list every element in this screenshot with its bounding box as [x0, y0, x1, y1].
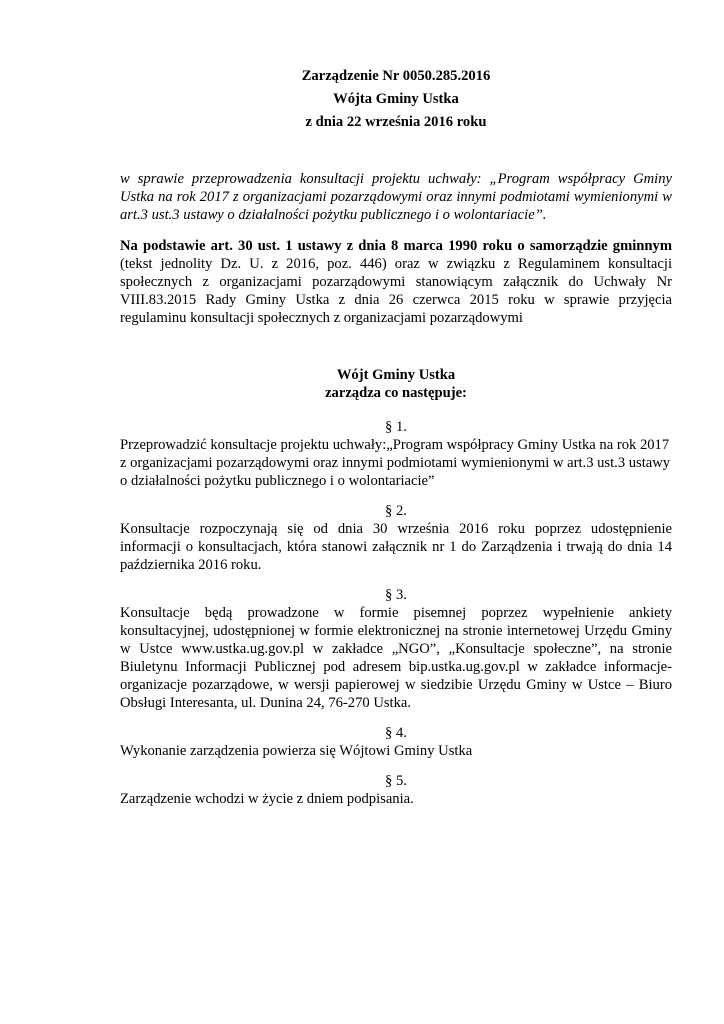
- legal-basis-bold: Na podstawie art. 30 ust. 1 ustawy z dnia 8 marca 1990 roku o samorządzie gminnym: [120, 238, 672, 254]
- document-header: [120, 66, 672, 133]
- paragraph-number: § 4.: [385, 725, 407, 741]
- ordinance-issuer: Wójta Gminy Ustka: [333, 91, 459, 107]
- paragraph-number: § 5.: [385, 773, 407, 789]
- legal-basis-rest: (tekst jednolity Dz. U. z 2016, poz. 446) oraz w związku z Regulaminem konsultacji społecznych z organizacjami pozarządowymi stanowiącym załącznik do Uchwały Nr VIII.83.2015 Rady Gminy Ustka z dnia 26 czerwca 2015 roku w sprawie przyjęcia regulaminu konsultacji społecznych z organizacjami pozarządowymi: [120, 256, 672, 326]
- orders-heading: [120, 366, 672, 402]
- ordinance-date: z dnia 22 września 2016 roku: [305, 114, 487, 130]
- paragraph-text: Konsultacje rozpoczynają się od dnia 30 września 2016 roku poprzez udostępnienie informacji o konsultacjach, która stanowi załącznik nr 1 do Zarządzenia i trwają do dnia 14 października 2016 roku.: [120, 521, 672, 573]
- orders-intro: zarządza co następuje:: [325, 385, 467, 401]
- paragraph-text: Konsultacje będą prowadzone w formie pisemnej poprzez wypełnienie ankiety konsultacyjnej, udostępnionej w formie elektronicznej na stronie internetowej Urzędu Gminy w Ustce www.ustka.ug.gov.pl w zakładce „NGO”, „Konsultacje społeczne”, na stronie Biuletynu Informacji Publicznej pod adresem bip.ustka.ug.gov.pl w zakładce informacje-organizacje pozarządowe, w wersji papierowej w siedzibie Urzędu Gminy w Ustce – Biuro Obsługi Interesanta, ul. Dunina 24, 76-270 Ustka.: [120, 605, 672, 711]
- paragraph-number: § 2.: [385, 503, 407, 519]
- legal-basis: [120, 237, 672, 327]
- orders-issuer: Wójt Gminy Ustka: [336, 367, 456, 383]
- ordinance-subject: w sprawie przeprowadzenia konsultacji projektu uchwały: „Program współpracy Gminy Ustka na rok 2017 z organizacjami pozarządowymi oraz innymi podmiotami wymienionymi w art.3 ust.3 ustawy o działalności pożytku publicznego i o wolontariacie”.: [120, 171, 672, 223]
- paragraph-text: Przeprowadzić konsultacje projektu uchwały:„Program współpracy Gminy Ustka na rok 2017 z organizacjami pozarządowymi oraz innymi podmiotami wymienionymi w art.3 ust.3 ustawy o działalności pożytku publicznego i o wolontariacie”: [120, 437, 671, 489]
- paragraph-number: § 1.: [385, 419, 407, 435]
- ordinance-title: Zarządzenie Nr 0050.285.2016: [301, 68, 491, 84]
- paragraph-text: Wykonanie zarządzenia powierza się Wójtowi Gminy Ustka: [120, 743, 473, 759]
- paragraph-text: Zarządzenie wchodzi w życie z dniem podpisania.: [120, 791, 414, 807]
- paragraph-number: § 3.: [385, 587, 407, 603]
- document-page: [120, 66, 672, 808]
